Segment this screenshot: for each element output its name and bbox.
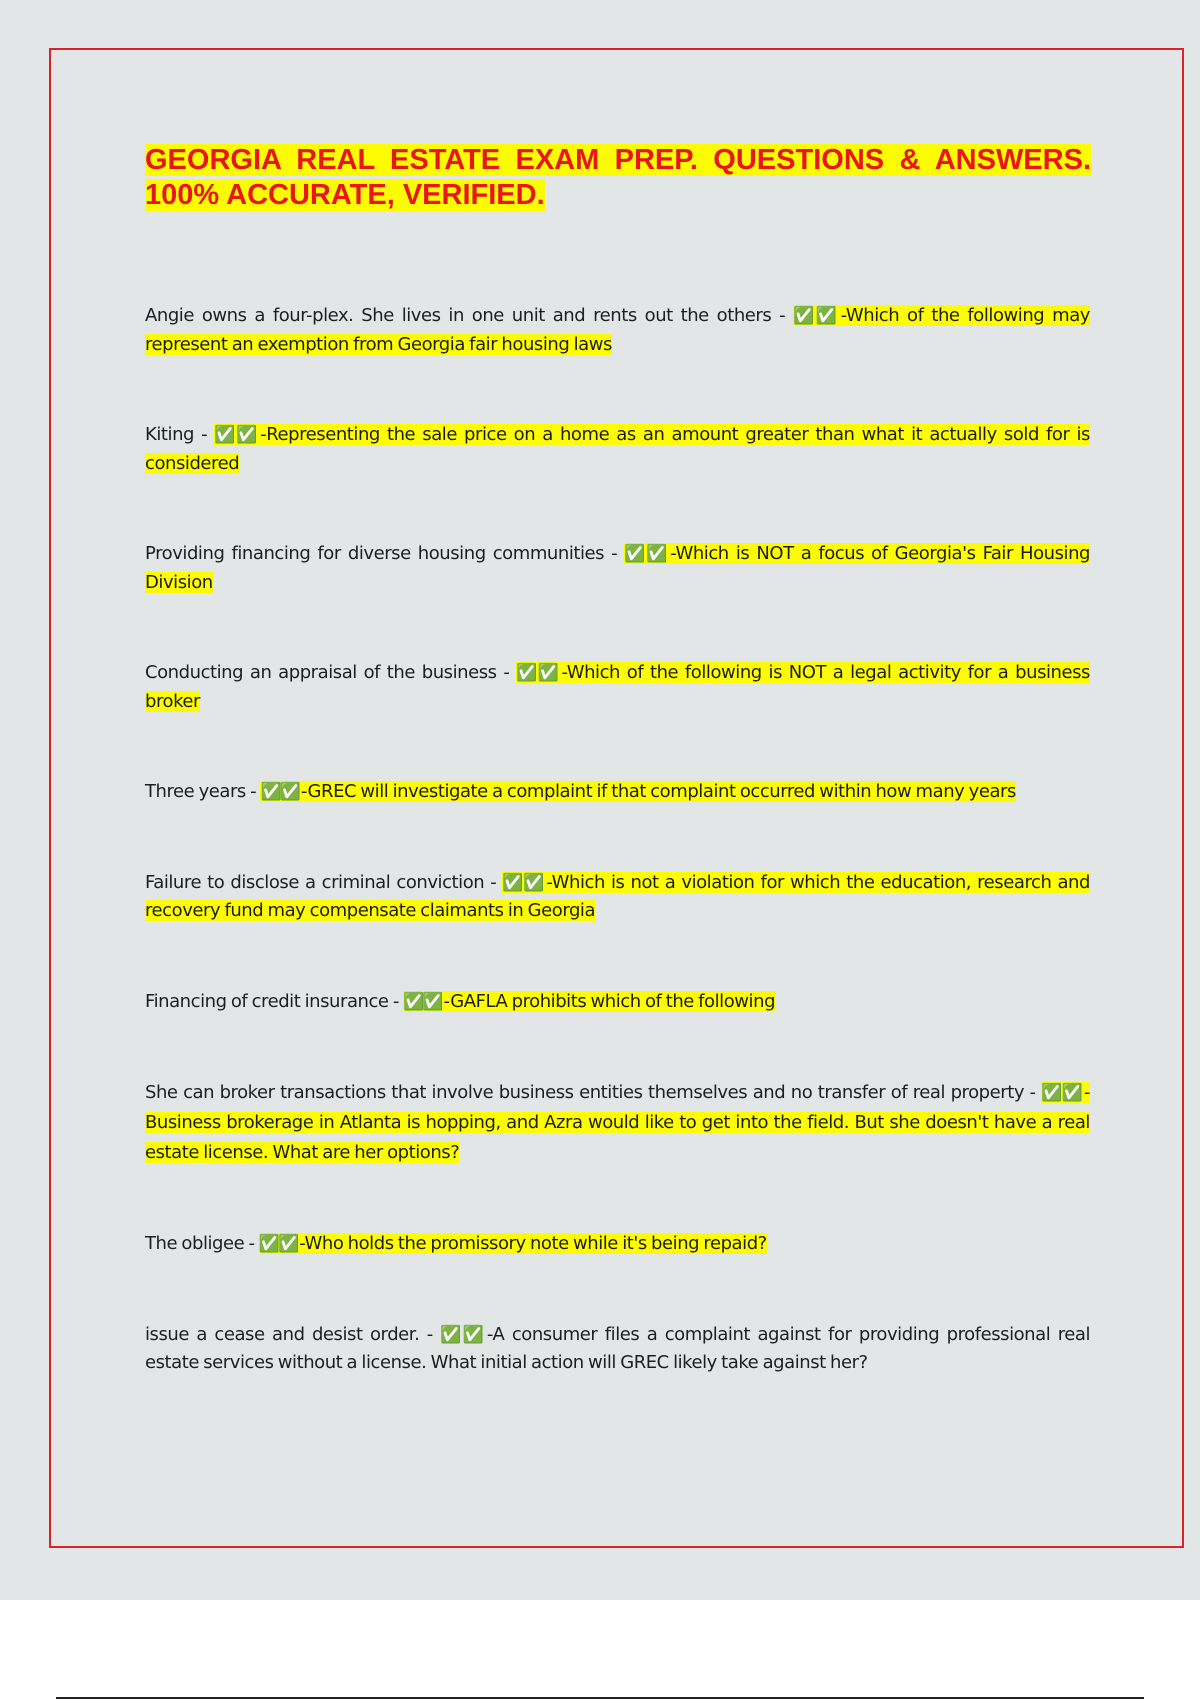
question-text: -Which is NOT a focus of Georgia's Fair Housing Division	[145, 543, 1091, 593]
question-text: -Business brokerage in Atlanta is hopping, and Azra would like to get into the field. But she doesn't have a real estate license. What are her options?	[145, 1082, 1090, 1163]
answer-text: Kiting	[145, 424, 194, 445]
answer-text: Failure to disclose a criminal conviction	[145, 871, 485, 893]
double-check-icon: ✅✅	[793, 306, 839, 326]
double-check-icon: ✅✅	[260, 782, 299, 802]
separator: -	[1024, 1082, 1042, 1103]
double-check-icon: ✅✅	[214, 425, 259, 445]
qa-item	[145, 869, 1090, 926]
separator: -	[604, 543, 625, 564]
double-check-icon: ✅✅	[403, 991, 442, 1012]
question-highlight	[403, 991, 775, 1012]
answer-text: Providing financing for diverse housing communities	[145, 543, 605, 564]
double-check-icon: ✅✅	[624, 544, 669, 564]
qa-item	[145, 1230, 1090, 1259]
question-highlight	[145, 424, 1090, 474]
qa-item	[145, 302, 1090, 359]
separator: -	[245, 781, 261, 802]
question-text: -Who holds the promissory note while it's being repaid?	[299, 1233, 767, 1254]
question-text: -GREC will investigate a complaint if that complaint occurred within how many years	[300, 781, 1016, 802]
qa-item	[145, 659, 1090, 716]
separator: -	[496, 662, 517, 683]
answer-text: issue a cease and desist order.	[145, 1323, 420, 1345]
separator: -	[484, 871, 503, 893]
qa-item	[145, 540, 1090, 597]
answer-text: Conducting an appraisal of the business	[145, 662, 497, 683]
answer-text: Financing of credit insurance	[145, 990, 389, 1012]
qa-item	[145, 421, 1090, 478]
double-check-icon: ✅✅	[516, 663, 560, 683]
answer-text: Angie owns a four-plex. She lives in one unit and rents out the others	[145, 305, 772, 326]
answer-text: She can broker transactions that involve business entities themselves and no transfer of real property	[145, 1082, 1025, 1103]
question-text: -Which of the following is NOT a legal activity for a business broker	[145, 662, 1090, 712]
question-text: -Which is not a violation for which the education, research and recovery fund may compensate claimants in Georgia	[145, 871, 1090, 921]
double-check-icon: ✅✅	[502, 872, 545, 893]
separator: -	[771, 305, 794, 326]
double-check-icon: ✅✅	[440, 1324, 485, 1345]
document-title-text: GEORGIA REAL ESTATE EXAM PREP. QUESTIONS & ANSWERS. 100% ACCURATE, VERIFIED.	[145, 144, 1091, 211]
qa-item	[145, 1078, 1090, 1168]
answer-text: The obligee	[145, 1233, 245, 1254]
separator: -	[194, 424, 215, 445]
question-text: -GAFLA prohibits which of the following	[443, 990, 776, 1012]
separator: -	[388, 990, 404, 1012]
separator: -	[244, 1233, 259, 1254]
question-text: -Representing the sale price on a home as an amount greater than what it actually sold for is considered	[145, 424, 1090, 474]
footer-divider	[56, 1697, 1144, 1699]
qa-item	[145, 778, 1090, 807]
question-highlight	[259, 1233, 767, 1254]
question-text: -Which of the following may represent an exemption from Georgia fair housing laws	[145, 305, 1090, 355]
double-check-icon: ✅✅	[258, 1234, 298, 1254]
qa-item	[145, 988, 1090, 1017]
document-title	[145, 143, 1091, 213]
question-text: -A consumer files a complaint against for providing professional real estate services without a license. What initial action will GREC likely take against her?	[145, 1323, 1090, 1373]
answer-text: Three years	[145, 781, 246, 802]
separator: -	[419, 1323, 441, 1345]
question-highlight	[260, 781, 1015, 802]
qa-item	[145, 1321, 1090, 1378]
double-check-icon: ✅✅	[1041, 1083, 1082, 1103]
qa-list	[145, 302, 1090, 1440]
